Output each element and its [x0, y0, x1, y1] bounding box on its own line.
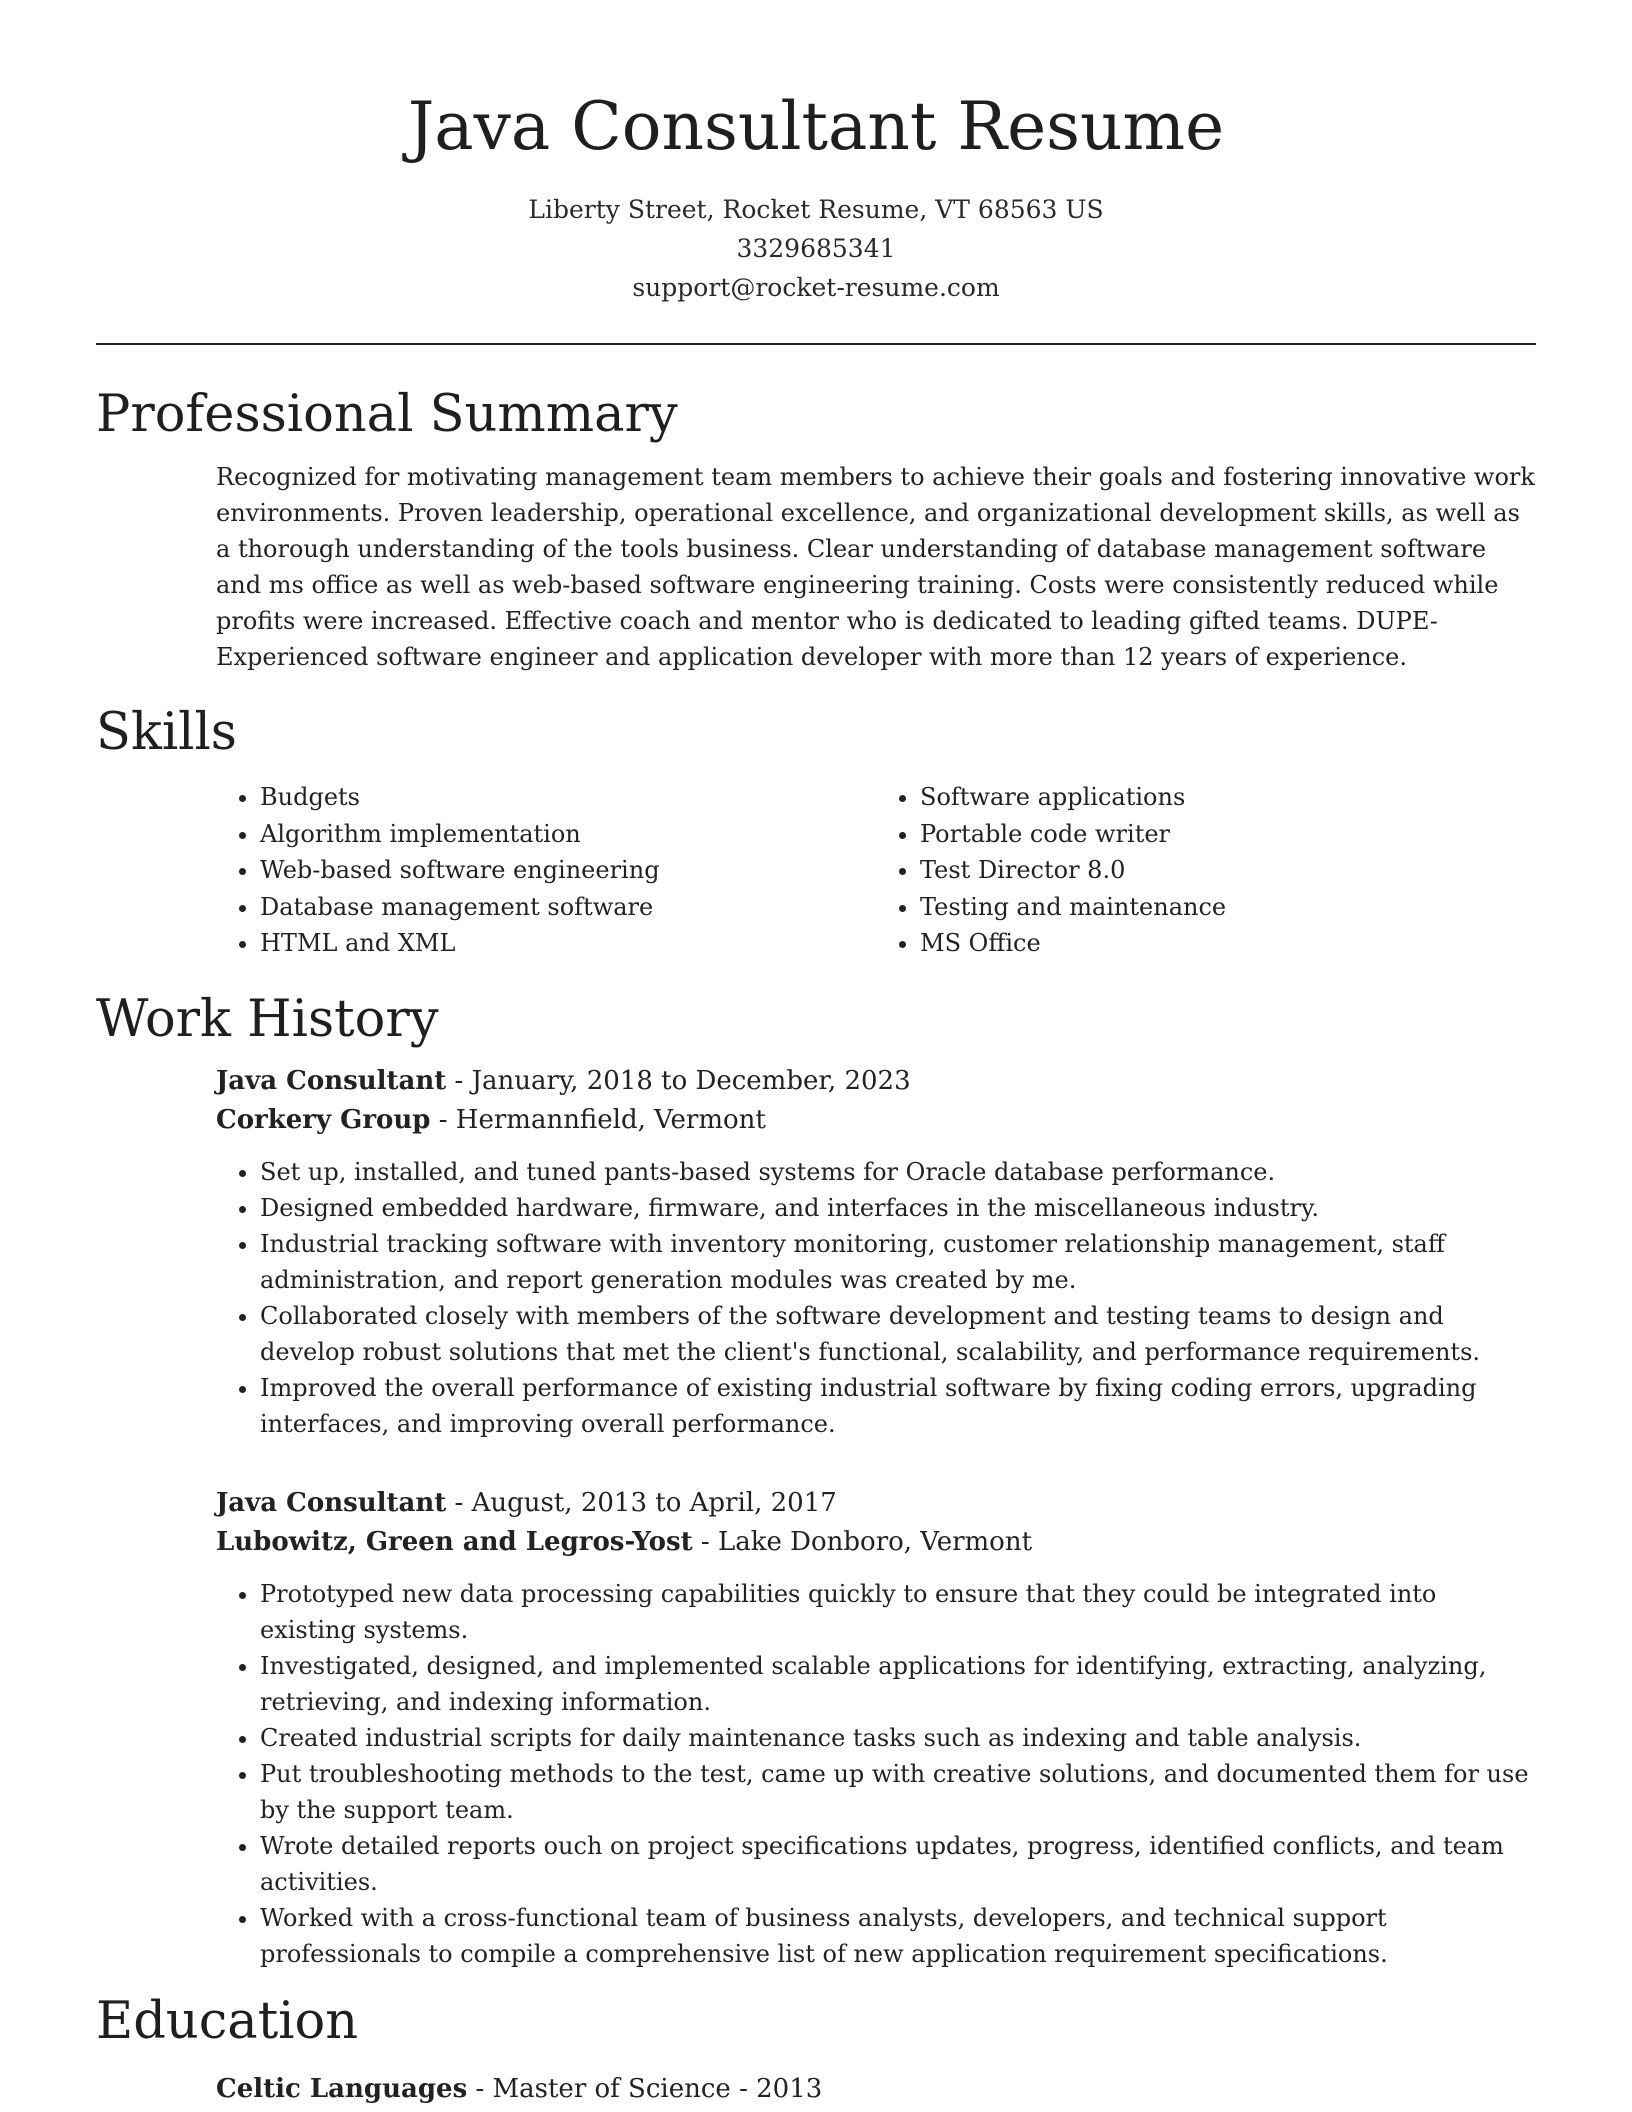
job-title-line [216, 1062, 1536, 1101]
skill-item: • Database management software [260, 889, 876, 926]
job-entry [216, 1062, 1536, 1442]
job-role: Java Consultant [216, 1065, 447, 1096]
header-divider [96, 343, 1536, 345]
job-bullet: • Set up, installed, and tuned pants-based systems for Oracle database performance. [260, 1154, 1536, 1190]
skill-item: • Portable code writer [920, 816, 1536, 853]
job-title-line [216, 1484, 1536, 1523]
job-dates: - August, 2013 to April, 2017 [446, 1487, 837, 1518]
job-bullet: • Prototyped new data processing capabilities quickly to ensure that they could be integrated into existing systems. [260, 1576, 1536, 1648]
job-company-line [216, 1101, 1536, 1140]
resume-header [96, 0, 1536, 307]
job-bullet: • Worked with a cross-functional team of business analysts, developers, and technical support professionals to compile a comprehensive list of new application requirement specifications. [260, 1900, 1536, 1972]
job-company: Lubowitz, Green and Legros-Yost [216, 1526, 693, 1557]
contact-info [96, 190, 1536, 307]
job-bullet: • Industrial tracking software with inventory monitoring, customer relationship management, staff administration, and report generation modules was created by me. [260, 1226, 1536, 1298]
job-bullet: • Wrote detailed reports ouch on project specifications updates, progress, identified conflicts, and team activities. [260, 1828, 1536, 1900]
skill-item: • MS Office [920, 925, 1536, 962]
job-entry [216, 1484, 1536, 1972]
summary-heading: Professional Summary [96, 385, 678, 444]
resume-title: Java Consultant Resume [407, 88, 1225, 165]
contact-address: Liberty Street, Rocket Resume, VT 68563 US [528, 195, 1104, 224]
skill-item: • Testing and maintenance [920, 889, 1536, 926]
skills-heading: Skills [96, 703, 237, 762]
skill-item: • HTML and XML [260, 925, 876, 962]
job-location: - Hermannfield, Vermont [430, 1104, 766, 1135]
skill-item: • Software applications [920, 779, 1536, 816]
education-field: Celtic Languages [216, 2073, 468, 2104]
job-bullet: • Improved the overall performance of existing industrial software by fixing coding errors, upgrading interfaces, and improving overall performance. [260, 1370, 1536, 1442]
work-history-heading: Work History [96, 989, 439, 1049]
job-bullet-list [216, 1576, 1536, 1972]
skill-item: • Web-based software engineering [260, 852, 876, 889]
job-bullet: • Created industrial scripts for daily maintenance tasks such as indexing and table analysis. [260, 1720, 1536, 1756]
education-heading: Education [96, 1991, 359, 2051]
summary-text: Recognized for motivating management team members to achieve their goals and fostering innovative work environments. Proven leadership, operational excellence, and organizational development skills, as well as a thorough understanding of the tools business. Clear understanding of database management software and ms office as well as web-based software engineering training. Costs were consistently reduced while profits were increased. Effective coach and mentor who is dedicated to leading gifted teams. DUPE- Experienced software engineer and application developer with more than 12 years of experience. [216, 463, 1535, 671]
job-bullet: • Designed embedded hardware, firmware, and interfaces in the miscellaneous industry. [260, 1190, 1536, 1226]
education-details: - Master of Science - 2013 [467, 2073, 823, 2104]
job-bullet: • Collaborated closely with members of the software development and testing teams to design and develop robust solutions that met the client's functional, scalability, and performance requirements. [260, 1298, 1536, 1370]
contact-phone: 3329685341 [736, 234, 896, 263]
skills-list [216, 779, 1536, 962]
education-entry [216, 2070, 1536, 2109]
contact-email: support@rocket-resume.com [632, 273, 1000, 302]
skills-column-left [216, 779, 876, 962]
skill-item: • Budgets [260, 779, 876, 816]
job-bullet-list [216, 1154, 1536, 1442]
skill-item: • Test Director 8.0 [920, 852, 1536, 889]
job-dates: - January, 2018 to December, 2023 [446, 1065, 911, 1096]
job-location: - Lake Donboro, Vermont [692, 1526, 1033, 1557]
skill-item: • Algorithm implementation [260, 816, 876, 853]
job-bullet: • Put troubleshooting methods to the test, came up with creative solutions, and documented them for use by the support team. [260, 1756, 1536, 1828]
job-company-line [216, 1523, 1536, 1562]
job-bullet: • Investigated, designed, and implemented scalable applications for identifying, extracting, analyzing, retrieving, and indexing information. [260, 1648, 1536, 1720]
skills-column-right [876, 779, 1536, 962]
job-company: Corkery Group [216, 1104, 431, 1135]
job-role: Java Consultant [216, 1487, 447, 1518]
